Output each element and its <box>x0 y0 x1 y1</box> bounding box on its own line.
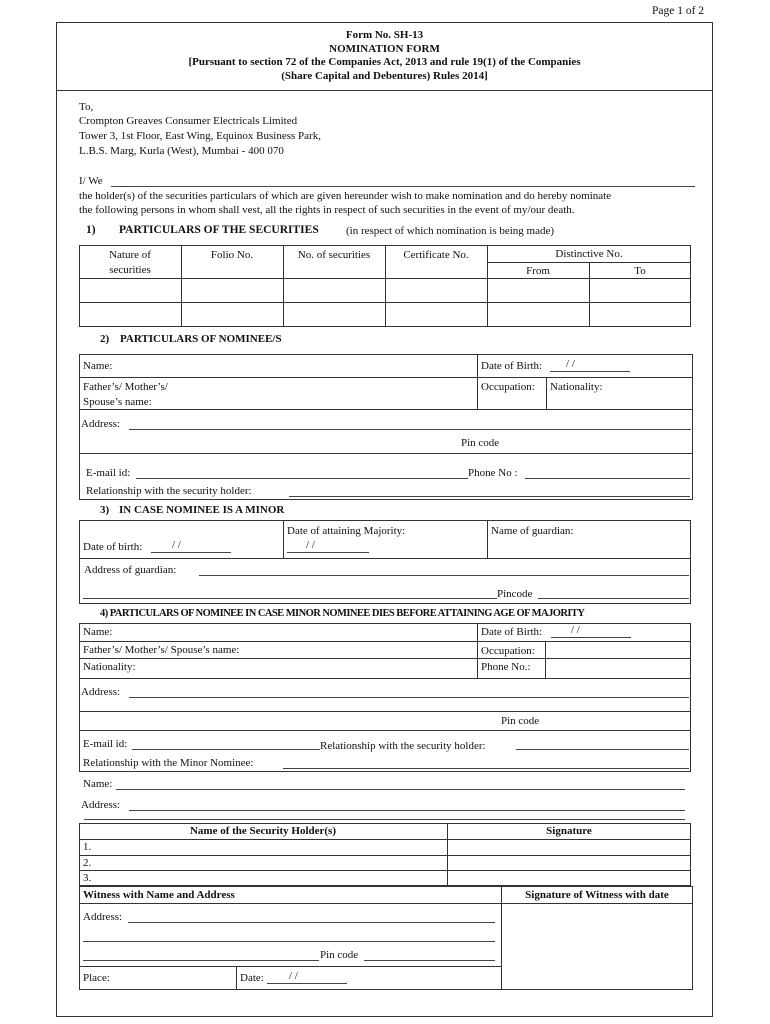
alt-phone-label: Phone No.: <box>481 661 531 673</box>
nominee-parent-label-2: Spouse’s name: <box>83 396 152 408</box>
col-number-of-securities: No. of securities <box>297 249 371 261</box>
col-folio: Folio No. <box>210 249 254 261</box>
section-1-number: 1) <box>86 224 96 236</box>
divider <box>79 711 691 712</box>
alt-relationship-holder-field[interactable] <box>516 749 689 750</box>
section-3-number: 3) <box>100 504 110 516</box>
pursuant-line-1: [Pursuant to section 72 of the Companies Act, 2013 and rule 19(1) of the Companies <box>188 56 581 68</box>
divider <box>79 966 501 967</box>
addressee-to: To, <box>79 101 94 113</box>
holder-row-1: 1. <box>83 841 92 853</box>
guardian-name-label: Name of guardian: <box>491 525 574 537</box>
divider <box>79 377 693 378</box>
witness-pin-field[interactable] <box>364 960 495 961</box>
witness-date-field[interactable] <box>267 983 347 984</box>
divider <box>79 730 691 731</box>
section-2-number: 2) <box>100 333 110 345</box>
col-to: To <box>634 265 646 277</box>
col-from: From <box>526 265 550 277</box>
col-nature-2: securities <box>109 264 151 276</box>
pursuant-line-2: (Share Capital and Debentures) Rules 2014] <box>281 69 488 82</box>
nominee-nationality-label: Nationality: <box>550 381 603 393</box>
section-5-name-field[interactable] <box>116 789 685 790</box>
addressee-line-1: Tower 3, 1st Floor, East Wing, Equinox Business Park, <box>79 130 321 142</box>
nominee-address-field[interactable] <box>129 429 691 430</box>
divider <box>79 658 691 659</box>
guardian-pin-field[interactable] <box>538 598 689 599</box>
witness-address-field[interactable] <box>128 922 495 923</box>
divider <box>545 641 546 678</box>
alt-relationship-minor-label: Relationship with the Minor Nominee: <box>83 757 254 769</box>
section-1-note: (in respect of which nomination is being made) <box>346 225 555 237</box>
nominee-phone-field[interactable] <box>525 478 690 479</box>
nominee-relationship-label: Relationship with the security holder: <box>86 485 252 497</box>
witness-address-label: Address: <box>83 911 123 923</box>
section-5-address-label: Address: <box>81 799 121 811</box>
nominee-dob-label: Date of Birth: <box>481 360 543 372</box>
section-3-title: IN CASE NOMINEE IS A MINOR <box>119 504 285 516</box>
i-we-field[interactable] <box>111 186 695 187</box>
page-number: Page 1 of 2 <box>652 5 705 17</box>
alt-dob-format: / / <box>571 624 580 636</box>
majority-format: / / <box>306 539 315 551</box>
divider <box>546 377 547 409</box>
alt-address-field[interactable] <box>129 697 689 698</box>
alt-relationship-holder-label: Relationship with the security holder: <box>320 740 486 752</box>
alt-dob-field[interactable] <box>551 637 631 638</box>
form-title: NOMINATION FORM <box>329 42 440 55</box>
alt-relationship-minor-field[interactable] <box>283 768 689 769</box>
majority-date-field[interactable] <box>287 552 369 553</box>
divider <box>79 558 691 559</box>
alt-email-field[interactable] <box>132 749 320 750</box>
section-5-address-field-2[interactable] <box>84 819 685 820</box>
alt-dob-label: Date of Birth: <box>481 626 543 638</box>
nominee-email-field[interactable] <box>136 478 468 479</box>
divider <box>79 855 691 856</box>
col-certificate: Certificate No. <box>403 249 469 261</box>
guardian-address-field-2[interactable] <box>83 598 497 599</box>
witness-address-field-3[interactable] <box>83 960 319 961</box>
nominee-dob-format: / / <box>566 358 575 370</box>
declaration-line-2: the following persons in whom shall vest, all the rights in respect of such securities in the event of my/our death. <box>79 204 575 216</box>
section-4-title: 4) PARTICULARS OF NOMINEE IN CASE MINOR NOMINEE DIES BEFORE ATTAINING AGE OF MAJORITY <box>100 608 585 619</box>
alt-name-label: Name: <box>83 626 113 638</box>
col-distinctive: Distinctive No. <box>555 248 623 260</box>
alt-pin-label: Pin code <box>501 715 540 727</box>
majority-label: Date of attaining Majority: <box>287 525 406 537</box>
witness-place-label: Place: <box>83 972 110 984</box>
section-2-title: PARTICULARS OF NOMINEE/S <box>120 333 282 345</box>
witness-date-format: / / <box>289 970 298 982</box>
witness-title: Witness with Name and Address <box>83 889 235 901</box>
section-5-name-label: Name: <box>83 778 113 790</box>
addressee-line-2: L.B.S. Marg, Kurla (West), Mumbai - 400 070 <box>79 145 284 157</box>
guardian-pin-label: Pincode <box>497 588 533 600</box>
divider <box>79 678 691 679</box>
divider <box>79 453 693 454</box>
alt-email-label: E-mail id: <box>83 738 128 750</box>
section-1-title: PARTICULARS OF THE SECURITIES <box>119 224 319 236</box>
alt-occupation-label: Occupation: <box>481 645 535 657</box>
guardian-address-field[interactable] <box>199 575 689 576</box>
section-5-address-field[interactable] <box>129 810 685 811</box>
nominee-address-label: Address: <box>81 418 121 430</box>
holders-col-signature: Signature <box>546 825 592 837</box>
declaration-line-1: the holder(s) of the securities particulars of which are given hereunder wish to make nomination and do hereby nominate <box>79 190 612 202</box>
divider <box>79 839 691 840</box>
nominee-phone-label: Phone No : <box>468 467 518 479</box>
minor-dob-label: Date of birth: <box>83 541 143 553</box>
nominee-email-label: E-mail id: <box>86 467 131 479</box>
witness-address-field-2[interactable] <box>83 941 495 942</box>
form-number: Form No. SH-13 <box>345 29 424 41</box>
divider <box>79 641 691 642</box>
holder-row-2: 2. <box>83 857 92 869</box>
i-we-label: I/ We <box>79 175 103 187</box>
divider <box>79 903 693 904</box>
divider <box>236 966 237 990</box>
col-nature-1: Nature of <box>109 249 151 261</box>
divider <box>283 520 284 558</box>
form-header <box>56 22 713 91</box>
nominee-pin-label: Pin code <box>461 437 500 449</box>
minor-dob-format: / / <box>172 539 181 551</box>
divider <box>79 409 693 410</box>
addressee-company: Crompton Greaves Consumer Electricals Limited <box>79 115 298 127</box>
divider <box>79 870 691 871</box>
alt-parent-label: Father’s/ Mother’s/ Spouse’s name: <box>83 644 240 656</box>
alt-address-label: Address: <box>81 686 121 698</box>
divider <box>487 520 488 558</box>
witness-date-label: Date: <box>240 972 264 984</box>
nominee-dob-field[interactable] <box>550 371 630 372</box>
minor-dob-field[interactable] <box>151 552 231 553</box>
holders-col-name: Name of the Security Holder(s) <box>189 825 337 837</box>
nominee-relationship-field[interactable] <box>289 496 690 497</box>
divider <box>477 354 478 409</box>
nominee-parent-label-1: Father’s/ Mother’s/ <box>83 381 168 393</box>
nominee-name-label: Name: <box>83 360 113 372</box>
witness-pin-label: Pin code <box>320 949 359 961</box>
nominee-occupation-label: Occupation: <box>481 381 535 393</box>
witness-signature-title: Signature of Witness with date <box>525 889 669 901</box>
divider <box>477 623 478 678</box>
guardian-address-label: Address of guardian: <box>84 564 177 576</box>
holder-row-3: 3. <box>83 872 92 884</box>
alt-nationality-label: Nationality: <box>83 661 136 673</box>
